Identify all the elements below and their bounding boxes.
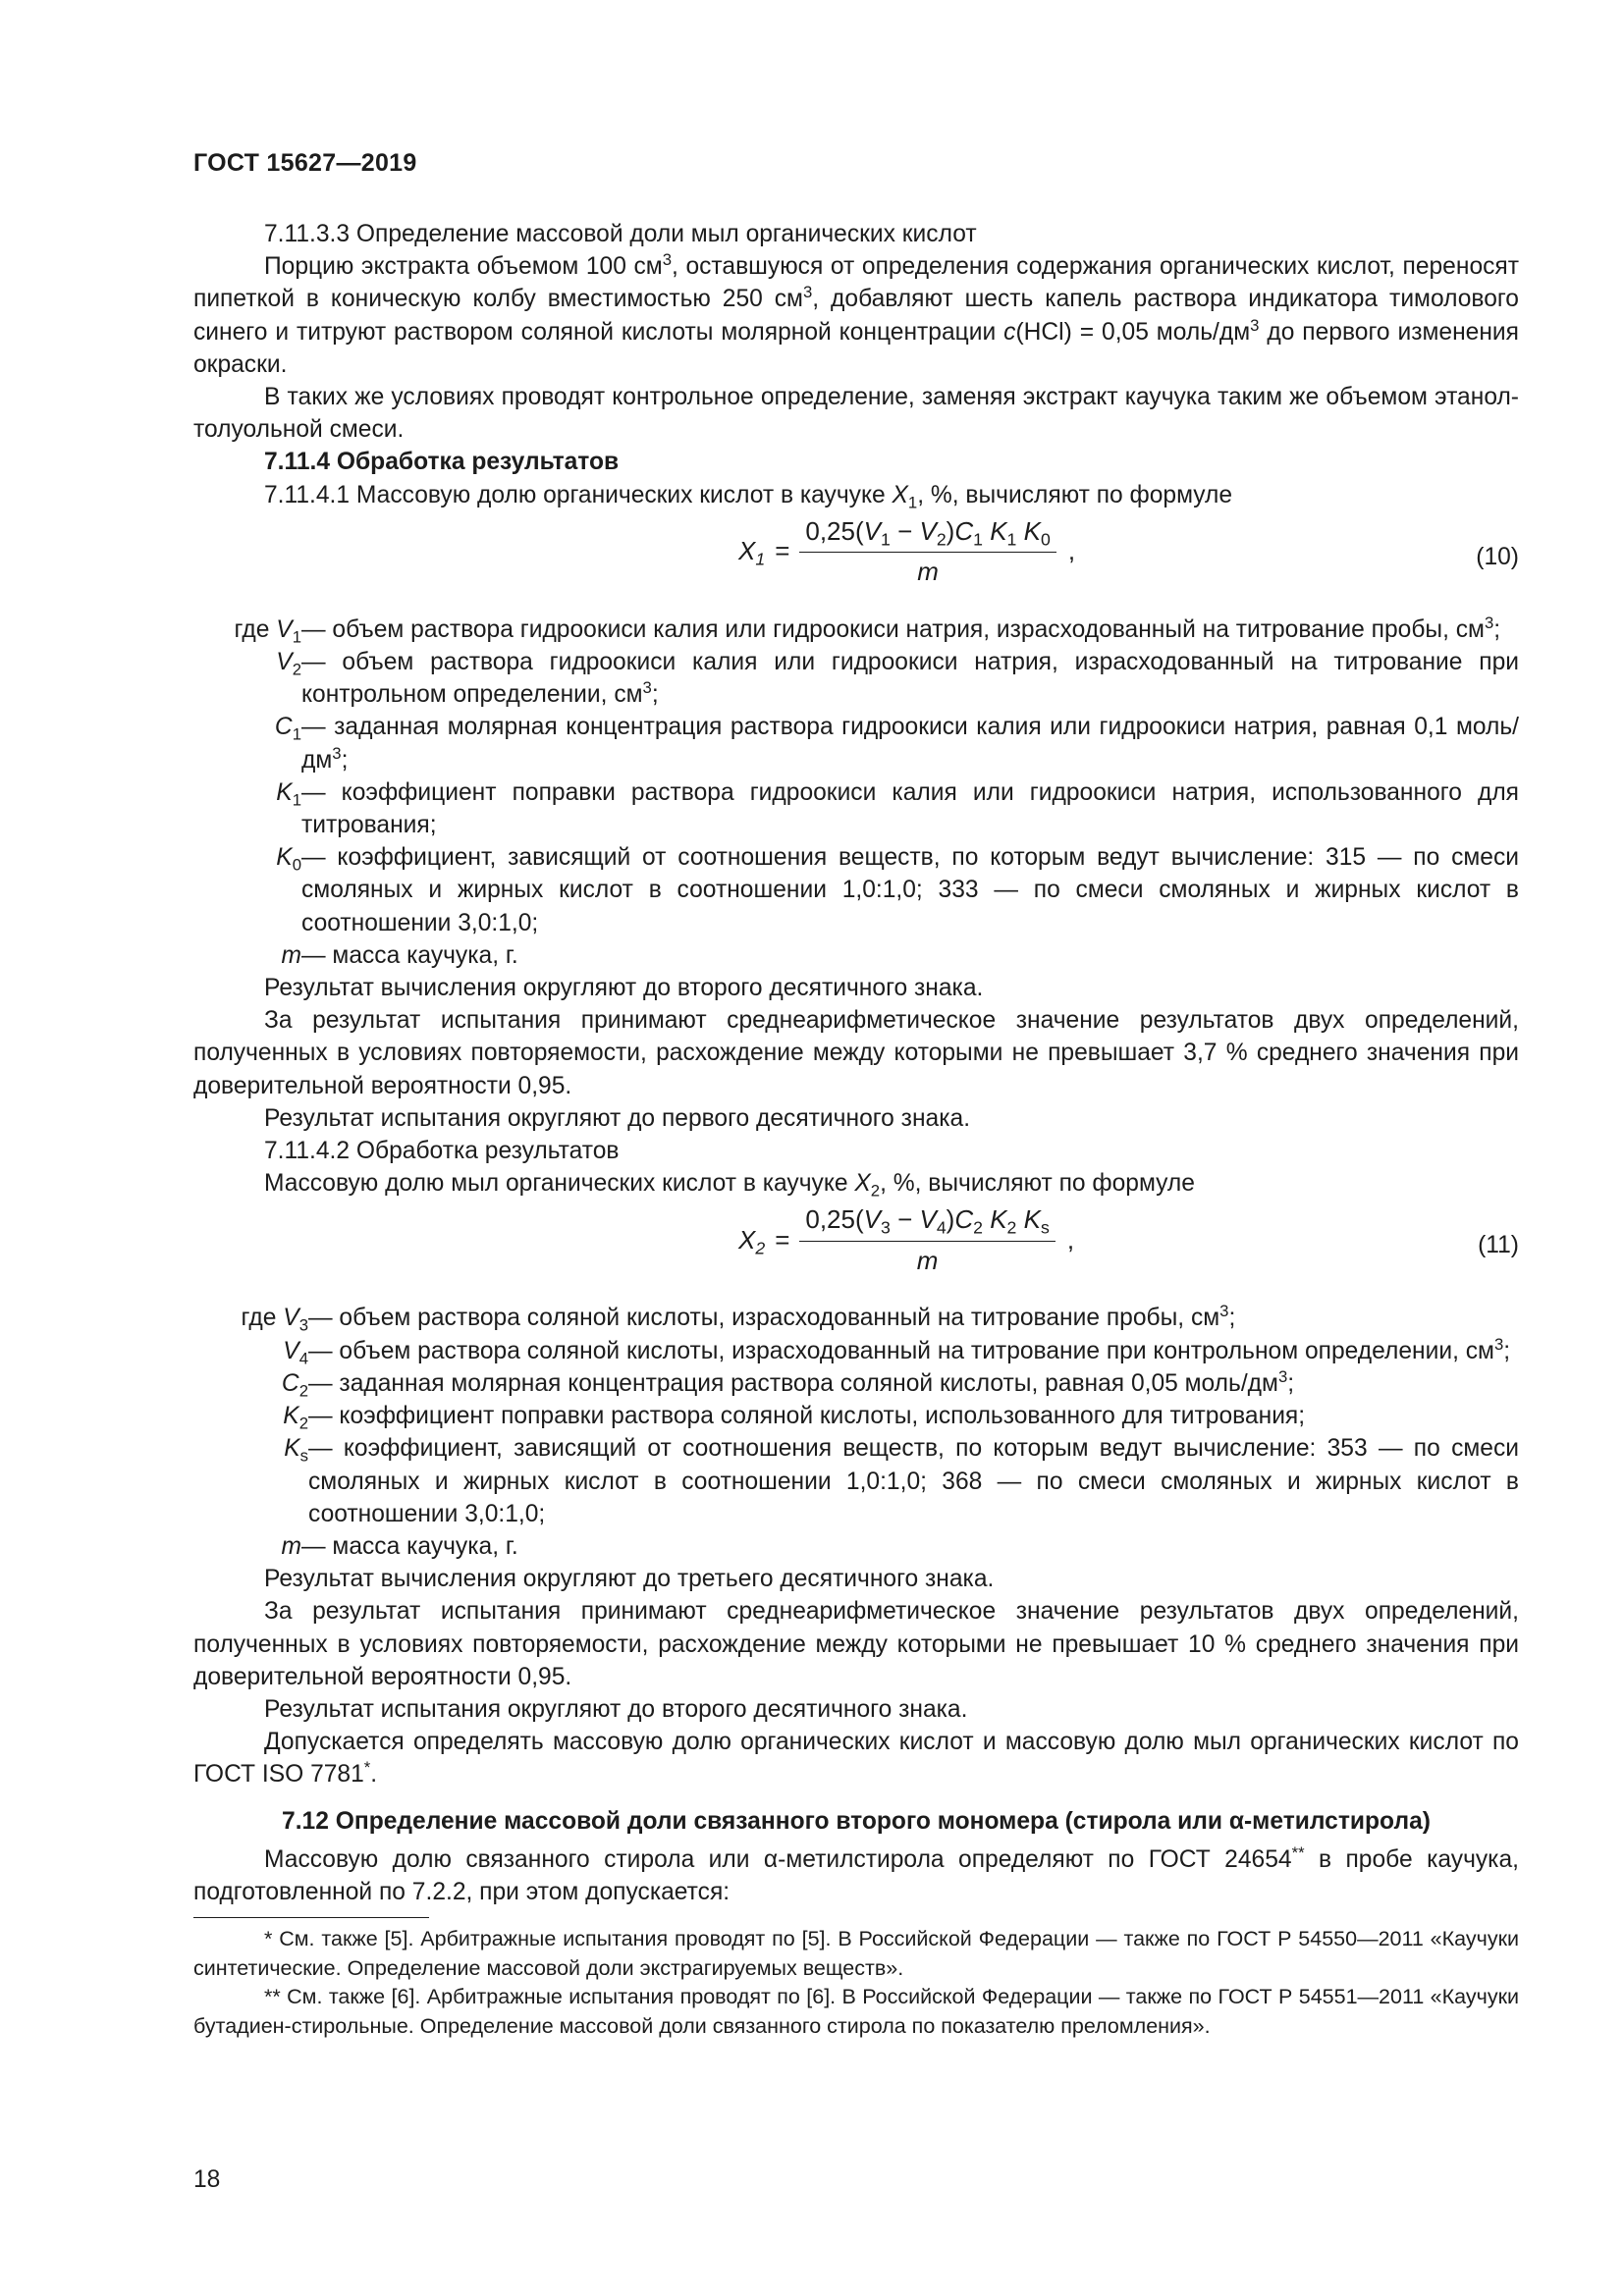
footnote-1: * См. также [5]. Арбитражные испытания проводят по [5]. В Российской Федерации — также по ГОСТ Р 54550—2011 «Каучуки синтетические. Определение массовой доли экстрагируемых веществ». xyxy=(193,1927,1519,1980)
formula-11-fraction xyxy=(799,1203,1055,1276)
section-7-11-3-3-title: 7.11.3.3 Определение массовой доли мыл органических кислот xyxy=(264,221,977,247)
page-number: 18 xyxy=(193,2166,221,2193)
formula-11-legend xyxy=(193,1302,1519,1563)
rounding-note-2: Результат испытания округляют до первого десятичного знака. xyxy=(264,1104,971,1132)
legend-v2: $V_2$ — объем раствора гидроокиси калия или гидроокиси натрия, израсходованный на титрование при контрольном определении, $см^3$; xyxy=(276,649,1519,709)
formula-11-denominator: m xyxy=(916,1245,939,1275)
legend-v1: где $V_1$ — объем раствора гидроокиси калия или гидроокиси натрия, израсходованный на титрование пробы, $см^3$; xyxy=(234,613,1501,647)
footnote-separator xyxy=(193,1917,429,1918)
document-header: ГОСТ 15627—2019 xyxy=(193,149,417,177)
section-7-12-paragraph: Массовую долю связанного стирола или α-метилстирола определяют по ГОСТ 24654** в пробе каучука, подготовленной по 7.2.2, при этом допускается: xyxy=(193,1842,1519,1905)
formula-10-lhs: $X_1$ = xyxy=(738,536,790,570)
document-body xyxy=(193,218,1519,2041)
formula-10-numerator: $0,25(V_1 - V_2)C_1$ $K_1$ $K_0$ xyxy=(799,515,1056,553)
allowance-paragraph: Допускается определять массовую долю органических кислот и массовую долю мыл органических кислот по ГОСТ ISO 7781*. xyxy=(193,1729,1519,1789)
rounding-note-4: Результат испытания округляют до второго десятичного знака. xyxy=(264,1695,968,1723)
result-paragraph-1: За результат испытания принимают среднеарифметическое значение результатов двух определений, полученных в условиях повторяемости, расхождение между которыми не превышает 3,7 % среднего значения при доверительной вероятности 0,95. xyxy=(193,1007,1519,1099)
legend-k0: $K_0$ — коэффициент, зависящий от соотношения веществ, по которым ведут вычисление: 315 — по смеси смоляных и жирных кислот в соотношении 1,0:1,0; 333 — по смеси смоляных и жирных кислот в соотношении 3,0:1,0; xyxy=(276,844,1519,936)
section-7-11-3-3-paragraph-2: В таких же условиях проводят контрольное определение, заменяя экстракт каучука таким же объемом этанол-толуольной смеси. xyxy=(193,384,1519,444)
section-7-11-4-1-paragraph: 7.11.4.1 Массовую долю органических кислот в каучуке $X_1$, %, вычисляют по формуле xyxy=(264,481,1233,511)
formula-11-numerator: $0,25(V_3 - V_4)C_2$ $K_2$ $K_s$ xyxy=(799,1203,1055,1241)
legend-k2: $K_2$ — коэффициент поправки раствора соляной кислоты, использованного для титрования; xyxy=(283,1403,1306,1433)
formula-10-denominator: m xyxy=(917,557,939,587)
section-7-12-title: 7.12 Определение массовой доли связанного второго мономера (стирола или α-метилстирола) xyxy=(282,1807,1431,1835)
legend-c2: $C_2$ — заданная молярная концентрация раствора соляной кислоты, равная 0,05 моль/$дм^3$; xyxy=(281,1366,1295,1401)
legend-v4: $V_4$ — объем раствора соляной кислоты, израсходованный на титрование при контрольном определении, $см^3$; xyxy=(283,1334,1511,1368)
result-paragraph-2: За результат испытания принимают среднеарифметическое значение результатов двух определений, полученных в условиях повторяемости, расхождение между которыми не превышает 10 % среднего значения при доверительной вероятности 0,95. xyxy=(193,1598,1519,1690)
section-7-11-4-2-paragraph: Массовую долю мыл органических кислот в каучуке $X_2$, %, вычисляют по формуле xyxy=(264,1170,1195,1201)
formula-10-legend xyxy=(193,614,1519,972)
section-7-11-4-title: 7.11.4 Обработка результатов xyxy=(264,449,620,476)
formula-10-fraction xyxy=(799,515,1056,588)
formula-11-number: (11) xyxy=(1478,1232,1519,1259)
formula-11-lhs: $X_2$ = xyxy=(738,1225,790,1258)
legend-v3: где $V_3$ — объем раствора соляной кислоты, израсходованный на титрование пробы, $см^3$; xyxy=(241,1302,1236,1335)
legend-m-2: m — масса каучука, г. xyxy=(281,1532,518,1560)
footnote-2: ** См. также [6]. Арбитражные испытания проводят по [6]. В Российской Федерации — также по ГОСТ Р 54551—2011 «Каучуки бутадиен-стирольные. Определение массовой доли связанного стирола по показателю преломления». xyxy=(193,1985,1519,2038)
formula-11: $X_2$ = $\frac{0,25(V_3 - V_4)C_2 K_2 K_s}{m}$ , (11) xyxy=(193,1200,1519,1302)
formula-10: $X_1$ = $\frac{0,25(V_1 - V_2)C_1 K_1 K_0}{m}$ , (10) xyxy=(193,511,1519,614)
formula-10-number: (10) xyxy=(1476,543,1519,570)
legend-c1: $C_1$ — заданная молярная концентрация раствора гидроокиси калия или гидроокиси натрия, равная 0,1 моль/ $дм^3$; xyxy=(274,714,1519,774)
rounding-note-1: Результат вычисления округляют до второго десятичного знака. xyxy=(264,975,984,1002)
rounding-note-3: Результат вычисления округляют до третьего десятичного знака. xyxy=(264,1566,995,1593)
legend-ks: $K_s$ — коэффициент, зависящий от соотношения веществ, по которым ведут вычисление: 353 — по смеси смоляных и жирных кислот в соотношении 1,0:1,0; 368 — по смеси смоляных и жирных кислот в соотношении 3,0:1,0; xyxy=(284,1435,1519,1527)
legend-k1: $K_1$ — коэффициент поправки раствора гидроокиси калия или гидроокиси натрия, использованного для титрования; xyxy=(276,778,1519,839)
legend-m: m — масса каучука, г. xyxy=(281,941,518,969)
section-7-11-4-2-title: 7.11.4.2 Обработка результатов xyxy=(264,1138,620,1165)
section-7-11-3-3-paragraph-1: Порцию экстракта объемом 100 $см^3$, оставшуюся от определения содержания органических кислот, переносят пипеткой в коническую колбу вместимостью 250 $см^3$, добавляют шесть капель раствора индикатора тимолового синего и титруют раствором соляной кислоты молярной концентрации c(HCl) = 0,05 моль/$дм^3$ до первого изменения окраски. xyxy=(193,250,1519,378)
